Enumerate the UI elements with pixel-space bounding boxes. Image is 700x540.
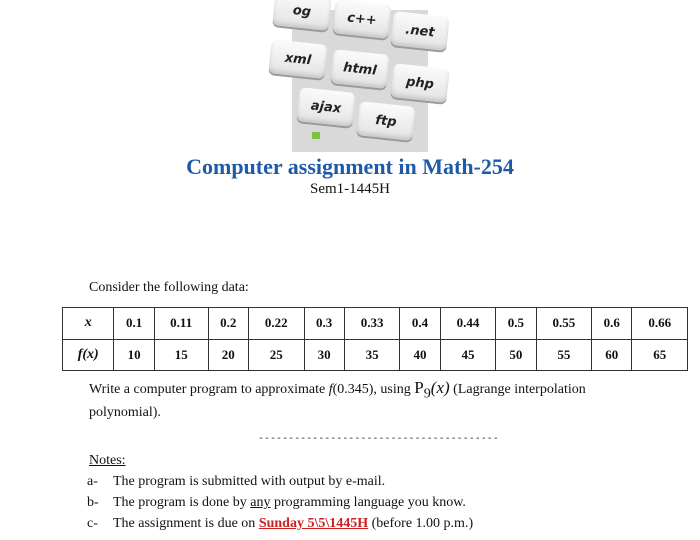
x-value-cell: 0.1 [114,308,154,340]
task-part1: Write a computer program to approximate [89,382,329,397]
x-value-cell: 0.44 [440,308,496,340]
note-pre: The program is done by [113,495,251,510]
poly-degree: 9 [423,385,431,402]
note-post: (before 1.00 p.m.) [368,516,474,531]
green-indicator [312,132,320,139]
fx-value-cell: 65 [632,339,688,371]
note-marker: b- [87,495,99,510]
notes-heading: Notes: [89,453,126,468]
task-f: f [328,382,333,397]
x-value-cell: 0.2 [208,308,248,340]
x-value-cell: 0.11 [154,308,208,340]
keyboard-image [284,2,436,152]
key-xml: xml [268,39,327,79]
x-value-cell: 0.4 [400,308,440,340]
page-title: Computer assignment in Math-254 [186,154,514,179]
key-ajax: ajax [296,87,355,127]
note-item [89,492,473,513]
task-text [89,378,609,422]
key-cpp: c++ [332,0,391,39]
due-date: Sunday 5\5\1445H [258,516,369,531]
x-value-cell: 0.3 [304,308,344,340]
note-text [113,492,466,513]
note-post: programming language you know. [270,495,466,510]
note-marker: a- [87,474,98,489]
note-marker: c- [87,516,98,531]
x-value-cell: 0.33 [344,308,400,340]
semester-subtitle: Sem1-1445H [310,181,390,197]
fx-value-cell: 10 [114,339,154,371]
key-html: html [330,49,389,89]
notes-section [89,450,473,534]
fx-value-cell: 15 [154,339,208,371]
task-poly [414,378,450,402]
fx-value-cell: 45 [440,339,496,371]
fx-value-cell: 30 [304,339,344,371]
note-pre: The assignment is due on [113,516,259,531]
note-underlined: any [250,495,271,510]
fx-value-cell: 55 [536,339,592,371]
key-net: .net [390,11,449,51]
note-item [89,471,473,492]
key-php: php [390,63,449,103]
fx-value-cell: 60 [592,339,632,371]
note-item [89,513,473,534]
x-row [63,308,688,340]
x-value-cell: 0.6 [592,308,632,340]
key-og: og [272,0,331,31]
fx-value-cell: 35 [344,339,400,371]
intro-text: Consider the following data: [89,280,249,295]
fx-value-cell: 25 [248,339,304,371]
x-value-cell: 0.55 [536,308,592,340]
fx-value-cell: 40 [400,339,440,371]
data-table [62,307,688,371]
x-value-cell: 0.5 [496,308,536,340]
separator-line: ---------------------------------------- [258,433,499,444]
key-ftp: ftp [356,101,415,141]
note-text: The program is submitted with output by e-mail. [113,474,386,489]
fx-value-cell: 20 [208,339,248,371]
fx-row [63,339,688,371]
x-header: x [63,308,114,340]
x-value-cell: 0.66 [632,308,688,340]
fx-value-cell: 50 [496,339,536,371]
poly-arg: (x) [430,378,450,397]
x-value-cell: 0.22 [248,308,304,340]
note-text [113,513,473,534]
poly-letter: P [414,378,424,397]
task-arg: (0.345), using [332,382,415,397]
task-part2: (Lagrange interpolation polynomial). [89,382,586,421]
fx-header: f(x) [63,339,114,371]
